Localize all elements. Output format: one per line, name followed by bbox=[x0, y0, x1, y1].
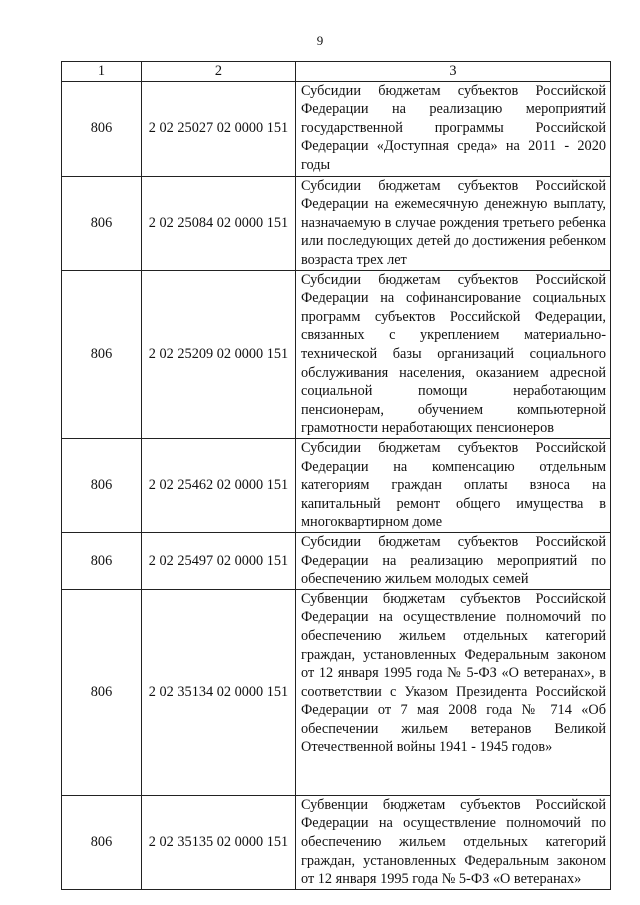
column-header-1: 1 bbox=[62, 62, 142, 82]
admin-code-cell: 806 bbox=[62, 270, 142, 438]
table-row bbox=[62, 532, 611, 589]
table-row bbox=[62, 589, 611, 795]
table-header-row bbox=[62, 62, 611, 82]
description-cell: Субсидии бюджетам субъектов Российской Федерации на реализацию мероприятий государственной программы Российской Федерации «Доступная среда» на 2011 - 2020 годы bbox=[296, 81, 611, 176]
revenue-code-cell: 2 02 25027 02 0000 151 bbox=[142, 81, 296, 176]
column-header-2: 2 bbox=[142, 62, 296, 82]
revenue-code-cell: 2 02 25462 02 0000 151 bbox=[142, 438, 296, 532]
revenue-code-cell: 2 02 25497 02 0000 151 bbox=[142, 532, 296, 589]
column-header-3: 3 bbox=[296, 62, 611, 82]
table-row bbox=[62, 81, 611, 176]
admin-code-cell: 806 bbox=[62, 176, 142, 270]
revenue-code-cell: 2 02 25084 02 0000 151 bbox=[142, 176, 296, 270]
description-cell: Субсидии бюджетам субъектов Российской Федерации на реализацию мероприятий по обеспечению жильем молодых семей bbox=[296, 532, 611, 589]
admin-code-cell: 806 bbox=[62, 795, 142, 889]
table-row bbox=[62, 176, 611, 270]
table-row bbox=[62, 270, 611, 438]
table-row bbox=[62, 438, 611, 532]
description-cell: Субсидии бюджетам субъектов Российской Федерации на ежемесячную денежную выплату, назначаемую в случае рождения третьего ребенка или последующих детей до достижения ребенком возраста трех лет bbox=[296, 176, 611, 270]
description-cell: Субвенции бюджетам субъектов Российской Федерации на осуществление полномочий по обеспечению жильем отдельных категорий граждан, установленных Федеральным законом от 12 января 1995 года № 5-ФЗ «О ветеранах», в соответствии с Указом Президента Российской Федерации от 7 мая 2008 года № 714 «Об обеспечении жильем ветеранов Великой Отечественной войны 1941 - 1945 годов» bbox=[296, 589, 611, 795]
admin-code-cell: 806 bbox=[62, 589, 142, 795]
description-cell: Субвенции бюджетам субъектов Российской Федерации на осуществление полномочий по обеспечению жильем отдельных категорий граждан, установленных Федеральным законом от 12 января 1995 года № 5-ФЗ «О ветеранах» bbox=[296, 795, 611, 889]
page-number: 9 bbox=[316, 33, 324, 48]
revenue-code-cell: 2 02 25209 02 0000 151 bbox=[142, 270, 296, 438]
budget-classification-table bbox=[61, 61, 611, 890]
admin-code-cell: 806 bbox=[62, 532, 142, 589]
admin-code-cell: 806 bbox=[62, 438, 142, 532]
description-cell: Субсидии бюджетам субъектов Российской Федерации на софинансирование социальных программ субъектов Российской Федерации, связанных с укреплением материально-технической базы организаций социального обслуживания населения, оказанием адресной социальной помощи неработающим пенсионерам, обучением компьютерной грамотности неработающих пенсионеров bbox=[296, 270, 611, 438]
table-row bbox=[62, 795, 611, 889]
description-cell: Субсидии бюджетам субъектов Российской Федерации на компенсацию отдельным категориям граждан оплаты взноса на капитальный ремонт общего имущества в многоквартирном доме bbox=[296, 438, 611, 532]
revenue-code-cell: 2 02 35135 02 0000 151 bbox=[142, 795, 296, 889]
revenue-code-cell: 2 02 35134 02 0000 151 bbox=[142, 589, 296, 795]
admin-code-cell: 806 bbox=[62, 81, 142, 176]
